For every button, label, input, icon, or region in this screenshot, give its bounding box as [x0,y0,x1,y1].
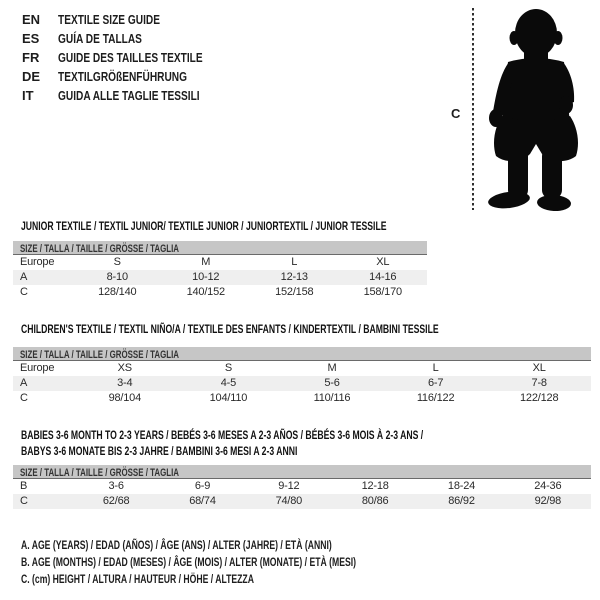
size-cell: 3-4 [117,377,133,389]
size-cell: 18-24 [447,480,476,492]
size-cell: 68/74 [189,495,216,507]
size-cell: 5-6 [324,377,340,389]
language-title: TEXTILE SIZE GUIDE [58,12,160,27]
size-cell: 6-9 [194,480,211,492]
size-cell: 24-36 [534,480,562,492]
size-cell: M [201,256,211,268]
language-title: GUIDA ALLE TAGLIE TESSILI [58,88,200,103]
size-cell: 122/128 [520,392,559,404]
size-cell: L [291,256,298,268]
language-title: GUÍA DE TALLAS [58,31,142,46]
row-label: A [20,271,28,283]
legend-line-a-text: A. AGE (YEARS) / EDAD (AÑOS) / ÂGE (ANS) / ALTER (JAHRE) / ETÀ (ANNI) [21,538,332,552]
size-table-header [13,465,591,479]
row-label: Europe [20,362,55,374]
height-measure-dotted-line [472,8,474,210]
measurement-legend [21,537,486,588]
size-cell: 128/140 [98,286,137,298]
size-cell: 152/158 [275,286,314,298]
size-cell: 14-16 [369,271,397,283]
size-cell: 12-18 [361,480,389,492]
size-cell: 6-7 [427,377,444,389]
babies-section-title-line2: BABYS 3-6 MONATE BIS 2-3 JAHRE / BAMBINI 3-6 MESI A 2-3 ANNI [21,444,298,458]
legend-line-b [21,554,486,571]
size-table-header-text: SIZE / TALLA / TAILLE / GRÖSSE / TAGLIA [20,349,179,361]
size-cell: M [327,362,337,374]
language-code: IT [22,88,34,103]
table-row [13,376,591,391]
size-table-header-text: SIZE / TALLA / TAILLE / GRÖSSE / TAGLIA [20,243,179,255]
size-cell: 110/116 [313,392,351,404]
size-cell: 80/86 [361,495,389,507]
legend-line-c [21,571,486,588]
language-title: TEXTILGRÖßENFÜHRUNG [58,69,188,84]
language-code: DE [22,69,41,84]
language-code: FR [22,50,40,65]
size-cell: 12-13 [280,271,308,283]
table-row [13,479,591,494]
baby-silhouette-icon [478,4,598,212]
babies-section-title [21,427,580,459]
legend-line-c-text: C. (cm) HEIGHT / ALTURA / HAUTEUR / HÖHE / ALTEZZA [21,572,254,586]
table-row [13,361,591,376]
size-cell: 9-12 [278,480,300,492]
size-cell: 10-12 [192,271,220,283]
row-label: B [20,480,28,492]
children-section-title [21,321,600,337]
size-cell: 158/170 [363,286,402,298]
language-code: EN [22,12,41,27]
size-cell: XS [117,362,132,374]
table-row [13,285,427,300]
size-cell: 86/92 [448,495,475,507]
size-cell: 104/110 [209,392,248,404]
size-cell: 98/104 [108,392,142,404]
row-label: Europe [20,256,55,268]
legend-line-b-text: B. AGE (MONTHS) / EDAD (MESES) / ÂGE (MOIS) / ALTER (MONATE) / ETÀ (MESI) [21,555,357,569]
language-code: ES [22,31,40,46]
language-row [22,10,243,29]
junior-size-table [13,241,427,300]
children-section-title-text: CHILDREN'S TEXTILE / TEXTIL NIÑO/A / TEXTILE DES ENFANTS / KINDERTEXTIL / BAMBINI TESSILE [21,322,439,336]
size-table-header [13,241,427,255]
size-cell: 140/152 [186,286,225,298]
table-row [13,494,591,509]
table-row [13,391,591,406]
row-label: C [20,392,28,404]
size-cell: 92/98 [534,495,562,507]
junior-section-title [21,218,529,234]
table-row [13,255,427,270]
language-title: GUIDE DES TAILLES TEXTILE [58,50,203,65]
size-cell: XL [532,362,546,374]
language-row [22,67,243,86]
language-title-list [22,10,243,105]
size-cell: S [224,362,232,374]
babies-size-table [13,465,591,509]
children-size-table [13,347,591,406]
babies-section-title-line1: BABIES 3-6 MONTH TO 2-3 YEARS / BEBÉS 3-6 MESES A 2-3 AÑOS / BÉBÉS 3-6 MOIS À 2-3 ANS / [21,428,424,442]
legend-line-a [21,537,486,554]
size-cell: 4-5 [220,377,237,389]
size-cell: 8-10 [106,271,128,283]
language-row [22,29,243,48]
size-table-header [13,347,591,361]
size-cell: 62/68 [102,495,130,507]
size-cell: XL [376,256,390,268]
size-cell: 74/80 [275,495,303,507]
size-cell: 116/122 [416,392,455,404]
row-label: A [20,377,28,389]
language-row [22,86,243,105]
row-label: C [20,286,28,298]
size-cell: 7-8 [531,377,547,389]
junior-section-title-text: JUNIOR TEXTILE / TEXTIL JUNIOR/ TEXTILE JUNIOR / JUNIORTEXTIL / JUNIOR TESSILE [21,219,387,233]
language-row [22,48,243,67]
size-cell: S [113,256,121,268]
height-measure-label: C [451,106,461,121]
size-table-header-text: SIZE / TALLA / TAILLE / GRÖSSE / TAGLIA [20,467,179,479]
size-cell: 3-6 [108,480,124,492]
size-cell: L [432,362,439,374]
table-row [13,270,427,285]
row-label: C [20,495,28,507]
